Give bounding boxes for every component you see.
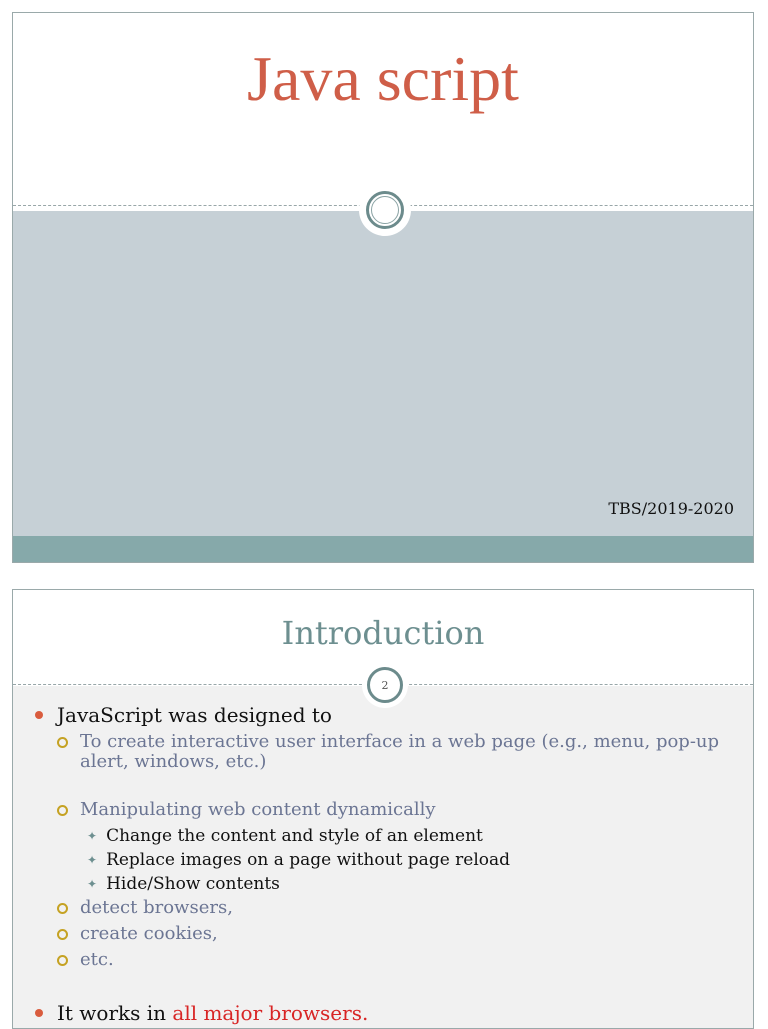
title-band [13, 211, 753, 536]
highlight-text: all major browsers. [172, 1001, 369, 1025]
hollow-circle-bullet-icon [57, 903, 68, 914]
bullet-prefix: It works in [57, 1001, 173, 1025]
bullet-text: detect browsers, [80, 897, 233, 918]
list-item [57, 950, 737, 970]
list-item [87, 874, 280, 894]
slide-number-badge [362, 662, 408, 708]
filled-circle-bullet-icon [35, 711, 43, 719]
bullet-text: Manipulating web content dynamically [80, 799, 436, 820]
list-item [57, 800, 737, 820]
bullet-text: etc. [80, 949, 114, 970]
bullet-text: Replace images on a page without page reload [106, 850, 511, 870]
list-item [35, 1002, 368, 1024]
bullet-text: Hide/Show contents [106, 874, 280, 894]
star-bullet-icon: ✦ [87, 829, 98, 843]
bullet-text: JavaScript was designed to [57, 703, 332, 727]
bullet-text: Change the content and style of an element [106, 826, 483, 846]
introduction-slide [12, 589, 754, 1029]
bottom-bar [13, 536, 753, 563]
slide-title: Introduction [281, 614, 485, 652]
filled-circle-bullet-icon [35, 1009, 43, 1017]
slide-footer: TBS/2019-2020 [608, 499, 734, 518]
bullet-text [57, 1002, 368, 1024]
list-item [87, 826, 483, 846]
list-item [57, 732, 737, 772]
slide-body [13, 686, 753, 1028]
circle-ornament-icon [367, 667, 403, 703]
list-item [87, 850, 510, 870]
list-item [57, 924, 737, 944]
title-slide [12, 12, 754, 563]
list-item [35, 704, 332, 726]
star-bullet-icon: ✦ [87, 853, 98, 867]
hollow-circle-bullet-icon [57, 805, 68, 816]
hollow-circle-bullet-icon [57, 929, 68, 940]
star-bullet-icon: ✦ [87, 877, 98, 891]
bullet-text: To create interactive user interface in a web page (e.g., menu, pop-up alert, windows, etc.) [80, 731, 720, 772]
slide-title: Java script [247, 43, 519, 114]
hollow-circle-bullet-icon [57, 737, 68, 748]
bullet-text: create cookies, [80, 923, 218, 944]
circle-ornament-icon [359, 184, 411, 236]
hollow-circle-bullet-icon [57, 955, 68, 966]
slide-number: 2 [381, 678, 389, 692]
list-item [57, 898, 737, 918]
